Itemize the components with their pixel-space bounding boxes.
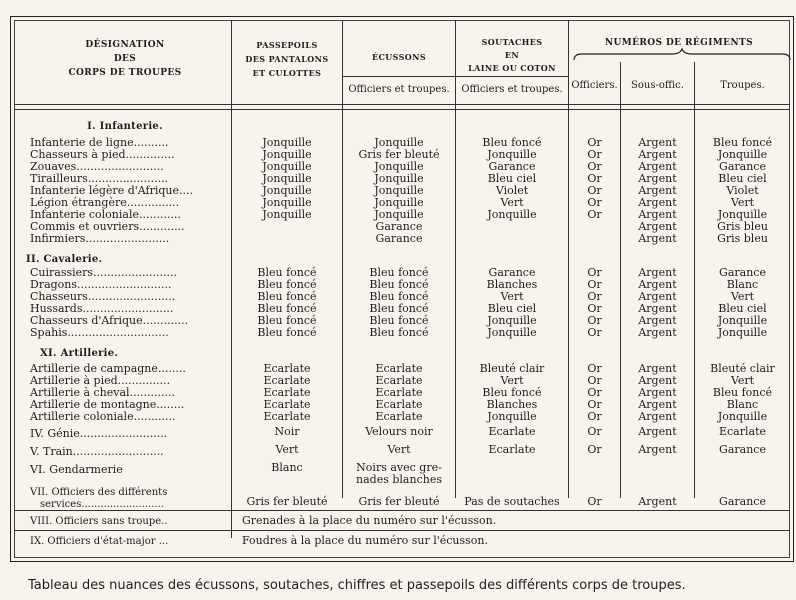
header-designation-line3: CORPS DE TROUPES [68, 68, 182, 78]
row-vii-soutache: Pas de soutaches [464, 495, 560, 508]
row-vii-ecusson: Gris fer bleuté [358, 495, 440, 508]
section-cavalerie: II. Cavalerie. [26, 254, 103, 265]
row-vii-officiers: Or [587, 495, 602, 508]
row-cell-e: Bleu foncé [369, 266, 429, 279]
row-cell-p: Ecarlate [263, 374, 311, 387]
row-cell-t: Jonquille [717, 410, 768, 423]
row-cell-so: Argent [638, 398, 677, 411]
row-label: Artillerie de campagne........ [30, 362, 186, 375]
row-cell-o: Or [587, 184, 602, 197]
row-line-ix [14, 530, 790, 531]
row-cell-p: Bleu foncé [257, 314, 317, 327]
row-cell-e: Ecarlate [375, 398, 423, 411]
row-genie-sousoffic: Argent [638, 425, 677, 438]
row-cell-o: Or [587, 136, 602, 149]
row-cell-o: Or [587, 266, 602, 279]
row-cell-s: Garance [488, 266, 536, 279]
row-cell-so: Argent [638, 232, 677, 245]
row-label: Chasseurs à pied.............. [30, 148, 175, 161]
row-cell-s: Bleu foncé [482, 386, 542, 399]
row-cell-so: Argent [638, 314, 677, 327]
row-cell-e: Garance [375, 232, 423, 245]
row-cell-so: Argent [638, 290, 677, 303]
row-cell-e: Bleu foncé [369, 302, 429, 315]
row-cell-so: Argent [638, 148, 677, 161]
row-genie-label: IV. Génie......................... [30, 427, 168, 440]
row-cell-o: Or [587, 208, 602, 221]
row-cell-p: Jonquille [262, 196, 312, 209]
row-cell-t: Bleu foncé [712, 136, 773, 149]
row-cell-o: Or [587, 172, 602, 185]
row-cell-p: Jonquille [262, 160, 312, 173]
header-soutaches-sub: Officiers et troupes. [461, 84, 563, 95]
brace-icon [572, 48, 792, 62]
row-genie-soutache: Ecarlate [488, 425, 536, 438]
row-cell-t: Bleu foncé [712, 386, 773, 399]
header-numeros: NUMÉROS DE RÉGIMENTS [604, 38, 754, 48]
row-vii-label-1: VII. Officiers des différents [30, 487, 168, 498]
row-cell-e: Jonquille [374, 184, 424, 197]
row-cell-o: Or [587, 410, 602, 423]
row-label: Infanterie coloniale............ [30, 208, 181, 221]
row-label: Artillerie coloniale............ [30, 410, 176, 423]
row-cell-t: Jonquille [717, 314, 768, 327]
row-label: Artillerie à cheval............. [30, 386, 176, 399]
row-label: Dragons........................... [30, 278, 172, 291]
row-cell-so: Argent [638, 136, 677, 149]
row-cell-t: Blanc [726, 398, 759, 411]
row-cell-s: Jonquille [487, 148, 537, 161]
row-vii-label-2: services.......................... [40, 499, 164, 510]
row-viii-label: VIII. Officiers sans troupe.. [30, 516, 168, 527]
row-cell-so: Argent [638, 172, 677, 185]
row-cell-o: Or [587, 362, 602, 375]
row-cell-so: Argent [638, 196, 677, 209]
row-cell-e: Gris fer bleuté [358, 148, 440, 161]
row-gendarmerie-ecusson-1: Noirs avec gre- [356, 461, 442, 474]
row-cell-s: Jonquille [487, 208, 537, 221]
row-train-officiers: Or [587, 443, 602, 456]
section-artillerie: XI. Artillerie. [40, 348, 119, 359]
row-label: Zouaves......................... [30, 160, 164, 173]
row-label: Commis et ouvriers............. [30, 220, 185, 233]
header-soutaches [456, 36, 568, 75]
row-cell-so: Argent [638, 374, 677, 387]
header-passepoils-line1: PASSEPOILS [256, 40, 318, 50]
row-cell-t: Vert [730, 196, 755, 209]
row-cell-e: Garance [375, 220, 423, 233]
row-cell-o: Or [587, 148, 602, 161]
row-cell-so: Argent [638, 386, 677, 399]
row-cell-s: Bleuté clair [479, 362, 545, 375]
header-soutaches-line3: LAINE OU COTON [468, 63, 556, 73]
row-cell-p: Jonquille [262, 148, 312, 161]
row-cell-e: Bleu foncé [369, 290, 429, 303]
row-cell-so: Argent [638, 184, 677, 197]
row-cell-so: Argent [638, 326, 677, 339]
header-passepoils-line2: DES PANTALONS [245, 54, 329, 64]
row-label: Artillerie de montagne........ [30, 398, 185, 411]
row-cell-p: Bleu foncé [257, 290, 317, 303]
row-cell-p: Jonquille [262, 184, 312, 197]
row-cell-t: Jonquille [717, 148, 768, 161]
row-gendarmerie-ecusson-2: nades blanches [356, 473, 442, 486]
row-cell-e: Jonquille [374, 160, 424, 173]
row-label: Spahis............................. [30, 326, 169, 339]
row-label: Chasseurs d'Afrique............. [30, 314, 189, 327]
row-cell-s: Jonquille [487, 326, 537, 339]
row-cell-s: Vert [500, 196, 524, 209]
row-cell-o: Or [587, 160, 602, 173]
row-cell-p: Ecarlate [263, 410, 311, 423]
table-caption: Tableau des nuances des écussons, soutaches, chiffres et passepoils des différents corps de troupes. [28, 578, 686, 593]
header-soutaches-line1: SOUTACHES [481, 37, 543, 47]
header-bottom-line-2 [14, 109, 790, 110]
row-gendarmerie-label: VI. Gendarmerie [30, 463, 123, 476]
row-cell-e: Jonquille [374, 172, 424, 185]
row-train-label: V. Train.......................... [30, 445, 164, 458]
row-cell-p: Bleu foncé [257, 278, 317, 291]
row-cell-e: Bleu foncé [369, 326, 429, 339]
row-cell-t: Bleu ciel [718, 172, 767, 185]
row-cell-e: Ecarlate [375, 362, 423, 375]
row-train-sousoffic: Argent [638, 443, 677, 456]
row-cell-e: Bleu foncé [369, 278, 429, 291]
row-cell-p: Bleu foncé [257, 326, 317, 339]
row-ix-label: IX. Officiers d'état-major ... [30, 536, 169, 547]
row-vii-passepoil: Gris fer bleuté [246, 495, 328, 508]
row-genie-ecusson: Velours noir [365, 425, 433, 438]
row-train-passepoil: Vert [275, 443, 299, 456]
row-cell-o: Or [587, 374, 602, 387]
row-cell-e: Jonquille [374, 208, 424, 221]
row-label: Infanterie de ligne.......... [30, 136, 169, 149]
row-cell-t: Gris bleu [717, 220, 768, 233]
row-cell-so: Argent [638, 302, 677, 315]
row-train-soutache: Ecarlate [488, 443, 536, 456]
row-cell-t: Jonquille [717, 208, 768, 221]
row-gendarmerie-passepoil: Blanc [271, 461, 303, 474]
row-train-ecusson: Vert [387, 443, 411, 456]
header-sousoffic: Sous-offic. [631, 80, 684, 91]
row-cell-o: Or [587, 290, 602, 303]
row-cell-t: Vert [730, 374, 755, 387]
row-cell-e: Ecarlate [375, 374, 423, 387]
row-cell-s: Garance [488, 160, 536, 173]
header-passepoils [232, 38, 342, 80]
header-designation [20, 38, 230, 80]
row-cell-o: Or [587, 302, 602, 315]
row-label: Hussards.......................... [30, 302, 174, 315]
row-label: Tirailleurs....................... [30, 172, 169, 185]
row-cell-s: Vert [500, 290, 524, 303]
row-cell-o: Or [587, 398, 602, 411]
row-cell-e: Jonquille [374, 136, 424, 149]
header-bottom-line [14, 104, 790, 105]
row-cell-t: Vert [730, 290, 755, 303]
row-line-viii [14, 510, 790, 511]
row-cell-p: Ecarlate [263, 362, 311, 375]
row-cell-so: Argent [638, 362, 677, 375]
row-cell-so: Argent [638, 410, 677, 423]
row-cell-s: Blanches [486, 278, 538, 291]
row-label: Infanterie légère d'Afrique.... [30, 184, 193, 197]
row-cell-s: Bleu ciel [487, 172, 537, 185]
row-genie-officiers: Or [587, 425, 602, 438]
row-cell-p: Bleu foncé [257, 302, 317, 315]
row-cell-so: Argent [638, 208, 677, 221]
header-designation-line1: DÉSIGNATION [85, 40, 165, 50]
row-cell-t: Blanc [726, 278, 759, 291]
row-cell-so: Argent [638, 266, 677, 279]
subheader-line [342, 76, 568, 77]
row-cell-p: Jonquille [262, 172, 312, 185]
row-cell-s: Bleu foncé [482, 136, 542, 149]
row-cell-t: Bleu ciel [718, 302, 767, 315]
row-cell-p: Ecarlate [263, 398, 311, 411]
row-label: Artillerie à pied............... [30, 374, 171, 387]
row-train-troupes: Garance [719, 443, 766, 456]
row-cell-t: Garance [719, 266, 766, 279]
row-cell-e: Bleu foncé [369, 314, 429, 327]
row-cell-o: Or [587, 196, 602, 209]
row-vii-sousoffic: Argent [638, 495, 677, 508]
row-label: Chasseurs......................... [30, 290, 176, 303]
header-passepoils-line3: ET CULOTTES [252, 68, 322, 78]
header-ecussons: ÉCUSSONS [371, 52, 427, 62]
row-cell-e: Ecarlate [375, 410, 423, 423]
section-infanterie: I. Infanterie. [87, 121, 163, 132]
row-cell-s: Bleu ciel [487, 302, 537, 315]
row-vii-troupes: Garance [719, 495, 766, 508]
row-genie-passepoil: Noir [274, 425, 300, 438]
row-cell-t: Bleuté clair [710, 362, 775, 375]
header-officiers: Officiers. [571, 80, 618, 91]
header-soutaches-line2: EN [504, 50, 520, 60]
row-cell-s: Jonquille [487, 410, 537, 423]
row-label: Cuirassiers........................ [30, 266, 177, 279]
row-cell-t: Garance [719, 160, 766, 173]
row-cell-o: Or [587, 278, 602, 291]
row-label: Infirmiers........................ [30, 232, 170, 245]
row-cell-t: Gris bleu [717, 232, 768, 245]
row-cell-e: Jonquille [374, 196, 424, 209]
row-cell-p: Jonquille [262, 136, 312, 149]
row-cell-s: Violet [495, 184, 529, 197]
row-genie-troupes: Ecarlate [718, 425, 766, 438]
row-cell-p: Jonquille [262, 208, 312, 221]
row-cell-p: Bleu foncé [257, 266, 317, 279]
row-cell-t: Violet [726, 184, 759, 197]
row-cell-o: Or [587, 314, 602, 327]
row-label: Légion étrangère............... [30, 196, 180, 209]
header-troupes: Troupes. [720, 80, 765, 91]
header-ecussons-sub: Officiers et troupes. [348, 84, 450, 95]
row-viii-text: Grenades à la place du numéro sur l'écusson. [242, 514, 497, 527]
row-cell-t: Jonquille [717, 326, 768, 339]
row-ix-text: Foudres à la place du numéro sur l'écusson. [242, 534, 488, 547]
row-cell-so: Argent [638, 278, 677, 291]
row-cell-so: Argent [638, 220, 677, 233]
row-cell-o: Or [587, 326, 602, 339]
row-cell-s: Jonquille [487, 314, 537, 327]
row-cell-o: Or [587, 386, 602, 399]
header-designation-line2: DES [113, 54, 137, 64]
row-cell-so: Argent [638, 160, 677, 173]
row-cell-s: Blanches [486, 398, 538, 411]
row-cell-p: Ecarlate [263, 386, 311, 399]
row-cell-e: Ecarlate [375, 386, 423, 399]
row-cell-s: Vert [500, 374, 524, 387]
